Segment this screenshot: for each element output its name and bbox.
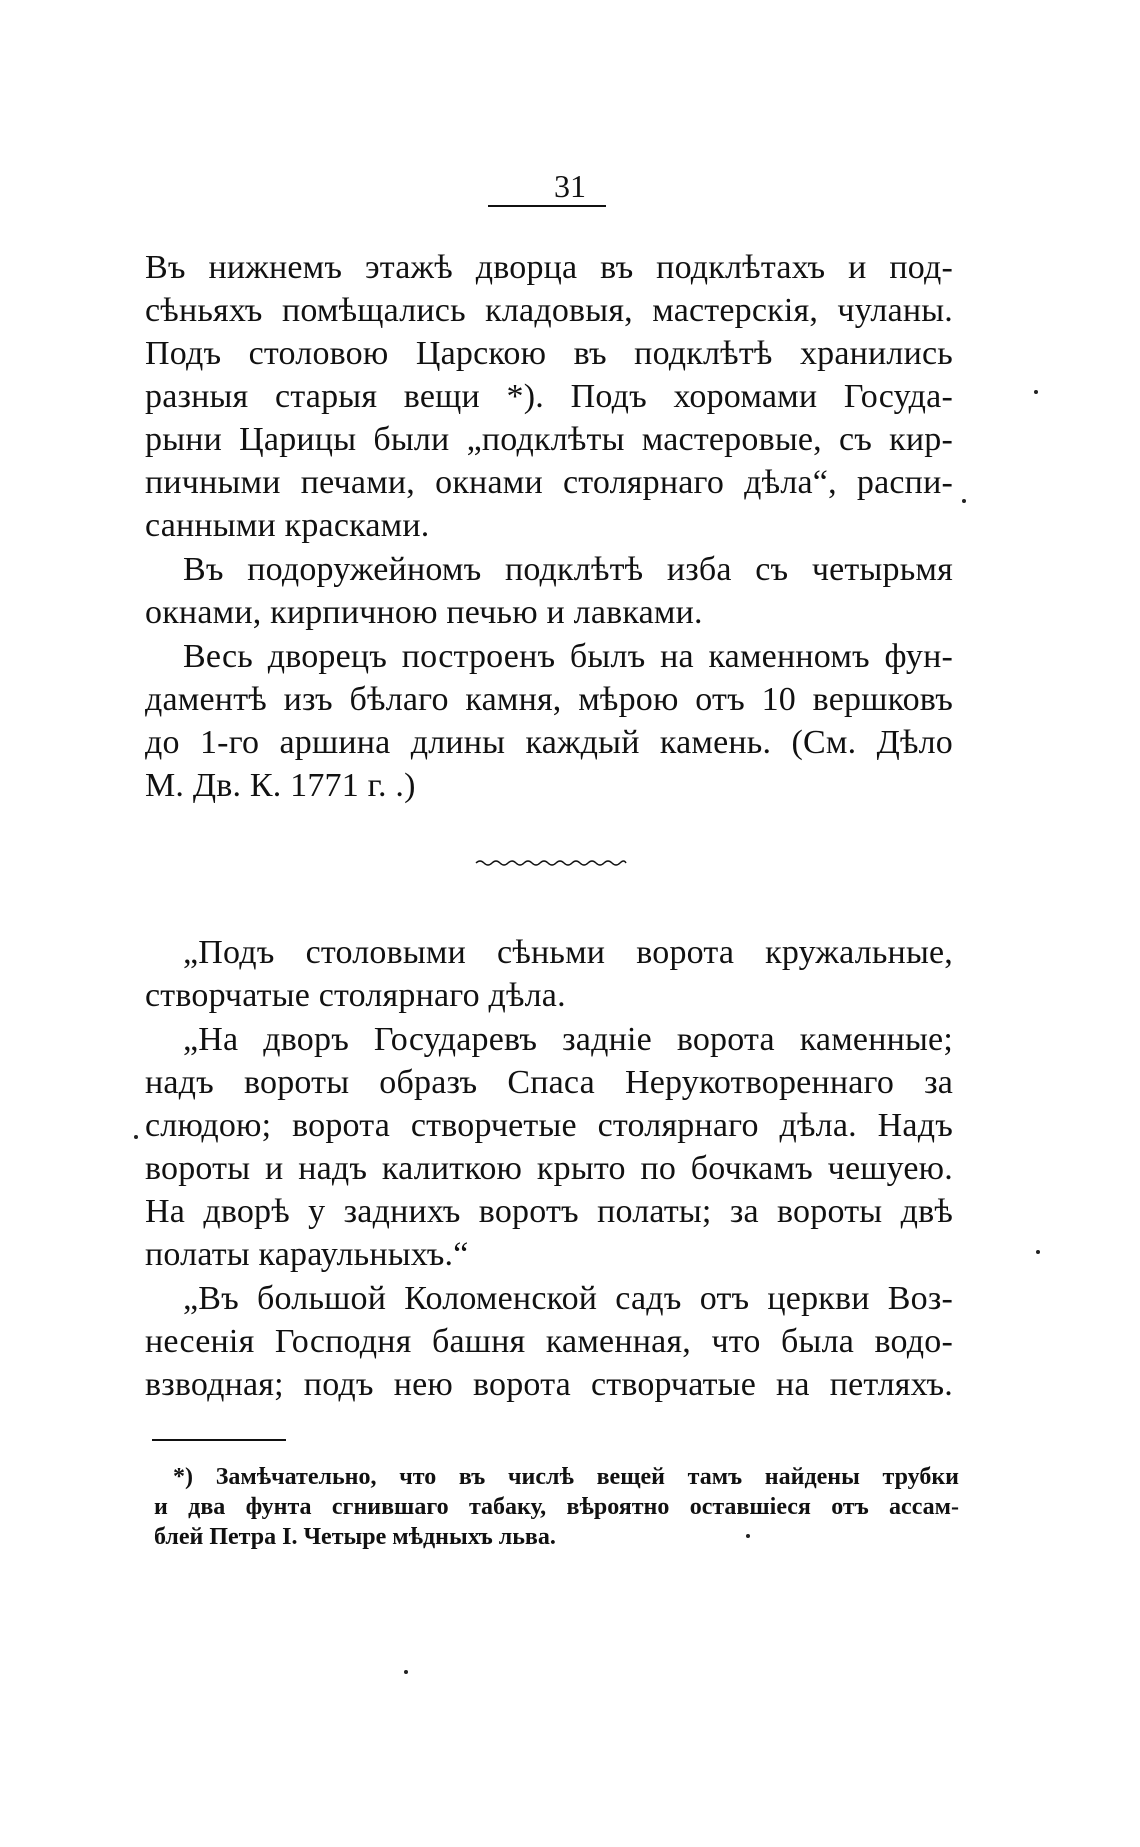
- paragraph-5-line-4: вороты и надъ калиткою крыто по бочкамъ чешуею.: [145, 1150, 953, 1187]
- paragraph-1-line-2: сѣньяхъ помѣщались кладовыя, мастерскія, чуланы.: [145, 292, 953, 329]
- footnote-line-3: блей Петра I. Четыре мѣдныхъ льва.: [154, 1524, 556, 1550]
- paragraph-5-line-5: На дворѣ у заднихъ воротъ полаты; за вороты двѣ: [145, 1193, 953, 1230]
- paragraph-3-line-4: М. Дв. К. 1771 г. .): [145, 767, 416, 804]
- paragraph-6-line-3: взводная; подъ нею ворота створчатые на петляхъ.: [145, 1366, 953, 1403]
- paragraph-3-line-3: до 1-го аршина длины каждый камень. (См. Дѣло: [145, 724, 953, 761]
- page-number: 31: [554, 168, 586, 204]
- paragraph-2-line-1: Въ подоружейномъ подклѣтѣ изба съ четырьмя: [183, 551, 953, 588]
- paragraph-3-line-2: даментѣ изъ бѣлаго камня, мѣрою отъ 10 вершковъ: [145, 681, 953, 718]
- paragraph-4-line-2: створчатые столярнаго дѣла.: [145, 977, 566, 1014]
- paper-speck: [1034, 390, 1038, 394]
- paragraph-1-line-1: Въ нижнемъ этажѣ дворца въ подклѣтахъ и под-: [145, 249, 953, 286]
- paragraph-6-line-1: „Въ большой Коломенской садъ отъ церкви Воз-: [183, 1280, 953, 1317]
- paragraph-6-line-2: несенія Господня башня каменная, что была водо-: [145, 1323, 953, 1360]
- paragraph-4-line-1: „Подъ столовыми сѣньми ворота кружальные,: [183, 934, 953, 971]
- footnote-line-1: *) Замѣчательно, что въ числѣ вещей тамъ найдены трубки: [173, 1464, 959, 1490]
- paragraph-1-line-4: разныя старыя вещи *). Подъ хоромами Госуда-: [145, 378, 953, 415]
- page-number-rule: [488, 205, 606, 207]
- paper-speck: [1036, 1250, 1040, 1254]
- paragraph-2-line-2: окнами, кирпичною печью и лавками.: [145, 594, 703, 631]
- paragraph-5-line-2: надъ вороты образъ Спаса Нерукотвореннаго за: [145, 1064, 953, 1101]
- paragraph-1-line-5: рыни Царицы были „подклѣты мастеровые, съ кир-: [145, 421, 953, 458]
- paragraph-5-line-3: слюдою; ворота створчетые столярнаго дѣла. Надъ: [145, 1107, 953, 1144]
- paper-speck: [962, 499, 966, 503]
- footnote-rule: [152, 1439, 286, 1441]
- paper-speck: [746, 1534, 750, 1538]
- paragraph-1-line-3: Подъ столовою Царскою въ подклѣтѣ хранились: [145, 335, 953, 372]
- paper-speck: [404, 1670, 408, 1674]
- section-divider-ornament: [474, 858, 628, 868]
- paragraph-3-line-1: Весь дворецъ построенъ былъ на каменномъ фун-: [183, 638, 953, 675]
- footnote-line-2: и два фунта сгнившаго табаку, вѣроятно оставшіеся отъ ассам-: [154, 1494, 959, 1520]
- paragraph-5-line-1: „На дворъ Государевъ задніе ворота каменные;: [183, 1021, 953, 1058]
- paragraph-5-line-6: полаты караульныхъ.“: [145, 1236, 469, 1273]
- paragraph-1-line-7: санными красками.: [145, 507, 430, 544]
- paper-speck: [134, 1135, 138, 1139]
- paragraph-1-line-6: пичными печами, окнами столярнаго дѣла“, распи-: [145, 464, 953, 501]
